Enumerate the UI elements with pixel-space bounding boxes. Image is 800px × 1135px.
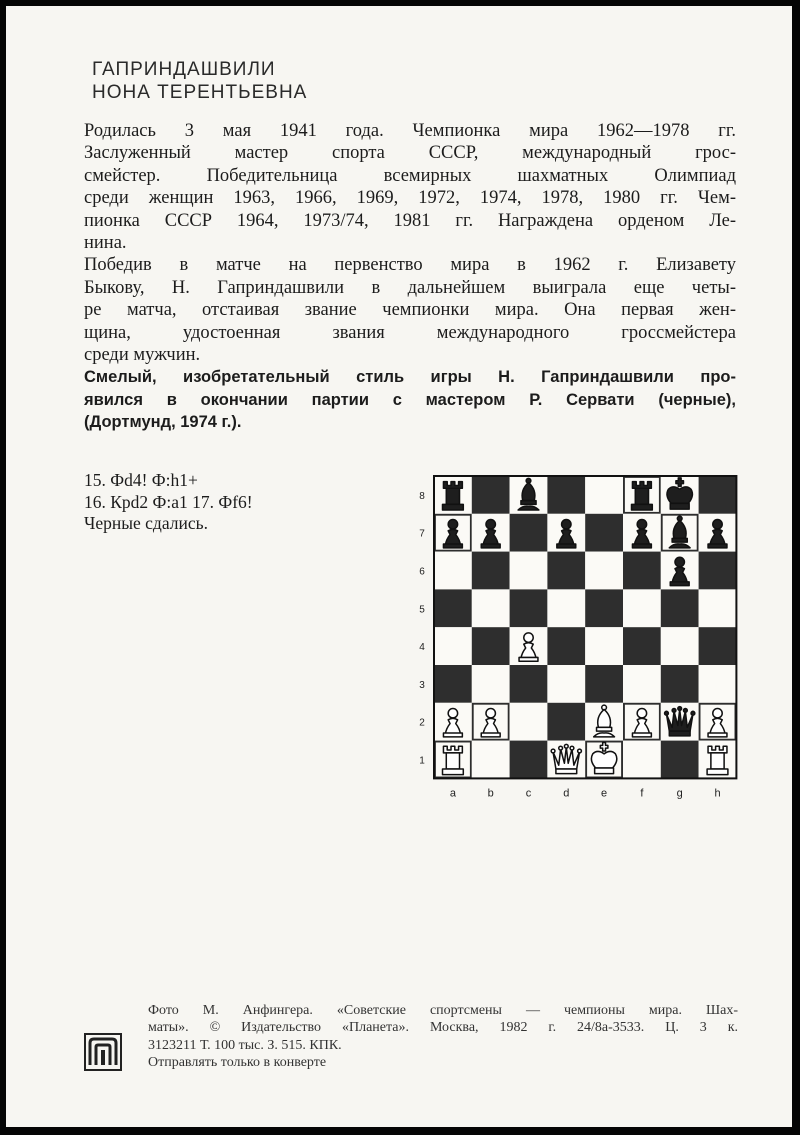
bio-line: Родилась 3 мая 1941 года. Чемпионка мира 1962—1978 гг. bbox=[84, 121, 736, 141]
move-line: Черные сдались. bbox=[84, 513, 208, 533]
board-square-e8 bbox=[585, 476, 623, 514]
board-square-e5 bbox=[585, 589, 623, 627]
board-square-b5 bbox=[472, 589, 510, 627]
bio-line: среди женщин 1963, 1966, 1969, 1972, 1974, 1978, 1980 гг. Чем- bbox=[84, 188, 736, 209]
white-king-e1 bbox=[587, 742, 621, 776]
game-intro-line: (Дортмунд, 1974 г.). bbox=[84, 413, 242, 432]
board-square-d3 bbox=[547, 665, 585, 703]
imprint-line: Отправлять только в конверте bbox=[148, 1055, 327, 1071]
board-square-e7 bbox=[585, 514, 623, 552]
rank-label: 7 bbox=[419, 528, 425, 540]
white-pawn-b2 bbox=[474, 705, 508, 739]
board-square-h3 bbox=[699, 665, 737, 703]
board-square-h8 bbox=[699, 476, 737, 514]
chess-board bbox=[404, 466, 744, 811]
board-square-h4 bbox=[699, 627, 737, 665]
file-label: h bbox=[714, 787, 721, 800]
board-square-g5 bbox=[661, 589, 699, 627]
planeta-logo-icon bbox=[84, 1033, 122, 1071]
board-square-d4 bbox=[547, 627, 585, 665]
board-square-e3 bbox=[585, 665, 623, 703]
black-rook-f8 bbox=[625, 478, 659, 512]
biography bbox=[84, 120, 736, 434]
white-pawn-h2 bbox=[700, 705, 734, 739]
surname: ГАПРИНДАШВИЛИ bbox=[92, 59, 276, 80]
board-square-b4 bbox=[472, 627, 510, 665]
bio-line: нина. bbox=[84, 233, 127, 254]
board-square-b8 bbox=[472, 476, 510, 514]
black-rook-a8 bbox=[443, 482, 464, 510]
rank-label: 6 bbox=[419, 566, 425, 578]
game-moves bbox=[84, 470, 253, 535]
rank-label: 4 bbox=[419, 642, 425, 654]
imprint-line: Фото М. Анфингера. «Советские спортсмены — чемпионы мира. Шах- bbox=[148, 1003, 738, 1018]
rank-label: 1 bbox=[419, 755, 425, 767]
board-square-a6 bbox=[434, 552, 472, 590]
board-square-f1 bbox=[623, 741, 661, 779]
publisher-logo bbox=[84, 1033, 122, 1076]
board-square-d6 bbox=[547, 552, 585, 590]
board-square-b3 bbox=[472, 665, 510, 703]
board-square-c3 bbox=[510, 665, 548, 703]
board-square-c1 bbox=[510, 741, 548, 779]
bio-line: среди мужчин. bbox=[84, 345, 201, 366]
file-label: d bbox=[563, 787, 570, 800]
file-label: f bbox=[640, 787, 644, 800]
board-square-f3 bbox=[623, 665, 661, 703]
game-intro-line: Смелый, изобретательный стиль игры Н. Гаприндашвили про- bbox=[84, 368, 736, 387]
rank-label: 8 bbox=[419, 490, 425, 502]
bio-line: смейстер. Победительница всемирных шахматных Олимпиад bbox=[84, 165, 736, 186]
chess-diagram bbox=[404, 466, 744, 816]
bio-line: щина, удостоенная звания международного гроссмейстера bbox=[84, 322, 736, 343]
rank-label: 3 bbox=[419, 679, 425, 691]
board-square-a3 bbox=[434, 665, 472, 703]
file-label: a bbox=[449, 787, 456, 800]
board-square-h5 bbox=[699, 589, 737, 627]
board-square-h6 bbox=[699, 552, 737, 590]
bio-line: пионка СССР 1964, 1973/74, 1981 гг. Награждена орденом Ле- bbox=[84, 210, 736, 231]
board-square-g3 bbox=[661, 665, 699, 703]
board-square-c7 bbox=[510, 514, 548, 552]
white-pawn-f2 bbox=[625, 705, 659, 739]
bio-line: Заслуженный мастер спорта СССР, международный грос- bbox=[84, 143, 736, 164]
imprint-line: маты». © Издательство «Планета». Москва, 1982 г. 24/8а-3533. Ц. 3 к. bbox=[148, 1020, 738, 1036]
file-label: e bbox=[601, 787, 608, 800]
game-intro-line: явился в окончании партии с мастером Р. Сервати (черные), bbox=[84, 390, 736, 409]
bio-line: Победив в матче на первенство мира в 1962 г. Елизавету bbox=[84, 255, 736, 276]
file-label: b bbox=[487, 787, 494, 800]
board-square-e6 bbox=[585, 552, 623, 590]
board-square-g1 bbox=[661, 741, 699, 779]
imprint-line: 3123211 Т. 100 тыс. З. 515. КПК. bbox=[148, 1037, 342, 1053]
black-pawn-a7 bbox=[436, 516, 470, 550]
board-square-f4 bbox=[623, 627, 661, 665]
file-label: g bbox=[676, 787, 683, 800]
board-square-c6 bbox=[510, 552, 548, 590]
board-square-c5 bbox=[510, 589, 548, 627]
white-rook-a1 bbox=[436, 742, 470, 776]
white-rook-h1 bbox=[707, 746, 728, 774]
rank-label: 5 bbox=[419, 604, 425, 616]
board-square-f5 bbox=[623, 589, 661, 627]
board-square-g4 bbox=[661, 627, 699, 665]
file-label: c bbox=[525, 787, 532, 800]
move-line: 15. Фd4! Ф:h1+ bbox=[84, 470, 198, 490]
rank-label: 2 bbox=[419, 717, 425, 729]
board-square-b6 bbox=[472, 552, 510, 590]
given-names: НОНА ТЕРЕНТЬЕВНА bbox=[92, 82, 308, 103]
player-name-heading bbox=[92, 58, 307, 104]
board-square-d5 bbox=[547, 589, 585, 627]
bio-line: ре матча, отстаивая звание чемпионки мира. Она первая жен- bbox=[84, 300, 736, 321]
board-square-d2 bbox=[547, 703, 585, 741]
board-square-a4 bbox=[434, 627, 472, 665]
imprint bbox=[148, 1002, 738, 1072]
board-square-e4 bbox=[585, 627, 623, 665]
bio-line: Быкову, Н. Гаприндашвили в дальнейшем выиграла еще четы- bbox=[84, 277, 736, 298]
board-square-c2 bbox=[510, 703, 548, 741]
board-square-d8 bbox=[547, 476, 585, 514]
board-square-f6 bbox=[623, 552, 661, 590]
move-line: 16. Крd2 Ф:a1 17. Фf6! bbox=[84, 491, 253, 512]
board-square-b1 bbox=[472, 741, 510, 779]
board-square-a5 bbox=[434, 589, 472, 627]
postcard bbox=[6, 6, 792, 1127]
black-bishop-g7 bbox=[663, 516, 697, 550]
